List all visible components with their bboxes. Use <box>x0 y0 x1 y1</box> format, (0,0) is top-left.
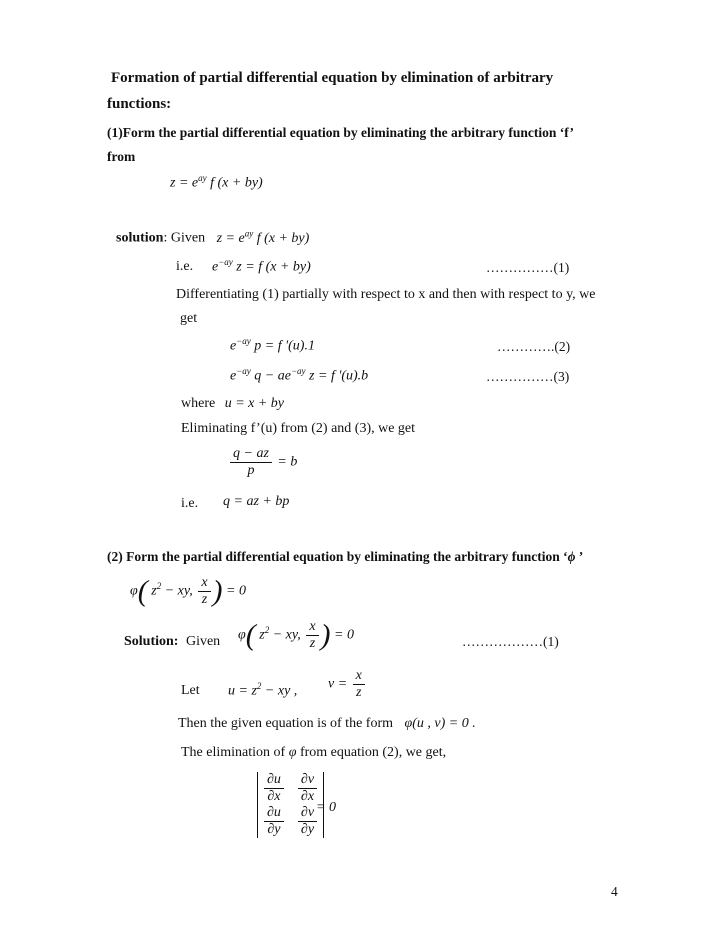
solution-1-where-row <box>181 396 284 412</box>
solution-1-given: : Given <box>163 230 206 246</box>
solution-2-then-text: Then the given equation is of the form <box>178 716 393 731</box>
problem-2-close-quote: ’ <box>575 549 584 564</box>
determinant-equals-zero: = 0 <box>316 800 336 815</box>
phi-symbol-2: φ <box>288 745 297 760</box>
solution-2-u-def: $u = z^2$ − xy , <box>228 681 298 699</box>
phi-uv-equation: φ(u , v) = 0 . <box>404 716 476 731</box>
solution-1-eq2: $e^{-ay}$ p = f '(u).1 <box>230 336 315 354</box>
solution-1-intro <box>116 228 309 247</box>
solution-2-given: Given <box>185 634 221 649</box>
solution-1-given-equation: $z = e^{ay}$ f (x + by) <box>216 228 310 246</box>
solution-2-let: Let <box>181 683 200 698</box>
solution-1-eq1: $e^{-ay}$ z = f (x + by) <box>212 257 311 275</box>
solution-2-elim-row <box>181 745 446 761</box>
solution-1-diff-text: Differentiating (1) partially with respect to x and then with respect to y, we <box>176 287 596 302</box>
problem-1-statement: (1)Form the partial differential equation by eliminating the arbitrary function ‘f’ <box>107 125 574 140</box>
solution-2-then-row <box>178 716 476 732</box>
phi-symbol: ϕ <box>567 549 576 564</box>
problem-2-equation: φ( $z^2$ − xy, $\frac{x}{z}$ ) = 0 <box>130 574 246 608</box>
solution-1-ie-label: i.e. <box>176 259 194 274</box>
solution-2-label: Solution: <box>124 634 179 649</box>
u-definition: u = x + by <box>224 396 285 411</box>
problem-1-from: from <box>107 149 136 164</box>
solution-1-elim-text: Eliminating f’(u) from (2) and (3), we get <box>181 421 416 436</box>
solution-1-eq-fraction: $\frac{q - az}{p}$ = b <box>228 446 297 479</box>
problem-1-equation: $z = e^{ay}$ f (x + by) <box>170 173 263 191</box>
solution-1-eq3: $e^{-ay}$ $q - ae^{-ay}$ z = f '(u).b <box>230 366 369 384</box>
solution-1-label: solution <box>116 230 164 246</box>
solution-2-elim-b: from equation (2), we get, <box>299 745 447 760</box>
section-heading-line2: functions: <box>107 96 172 112</box>
equation-ref-3: ……………(3) <box>486 369 570 384</box>
page-number: 4 <box>611 884 618 899</box>
section-heading-line1: Formation of partial differential equation by elimination of arbitrary <box>111 70 554 86</box>
solution-2-elim-a: The elimination of <box>181 745 286 760</box>
solution-2-given-equation: φ( $z^2$ − xy, $\frac{x}{z}$ ) = 0 <box>238 618 354 652</box>
solution-1-where: where <box>181 396 216 411</box>
equation-ref-s2-1: ………………(1) <box>462 634 559 649</box>
equation-ref-1: ……………(1) <box>486 260 570 275</box>
solution-1-get: get <box>180 311 198 326</box>
solution-2-intro <box>124 634 220 650</box>
solution-1-ie2: i.e. <box>181 496 199 511</box>
equation-ref-2: ………….(2) <box>497 339 571 354</box>
problem-2-text: (2) Form the partial differential equation by eliminating the arbitrary function ‘ <box>107 549 568 564</box>
solution-2-v-def: v = $\frac{x}{z}$ <box>328 668 367 701</box>
solution-1-result: q = az + bp <box>223 494 290 509</box>
jacobian-determinant: ∂u ∂x ∂v ∂x ∂u ∂y ∂v ∂y <box>257 772 324 838</box>
problem-2-statement <box>107 549 583 565</box>
